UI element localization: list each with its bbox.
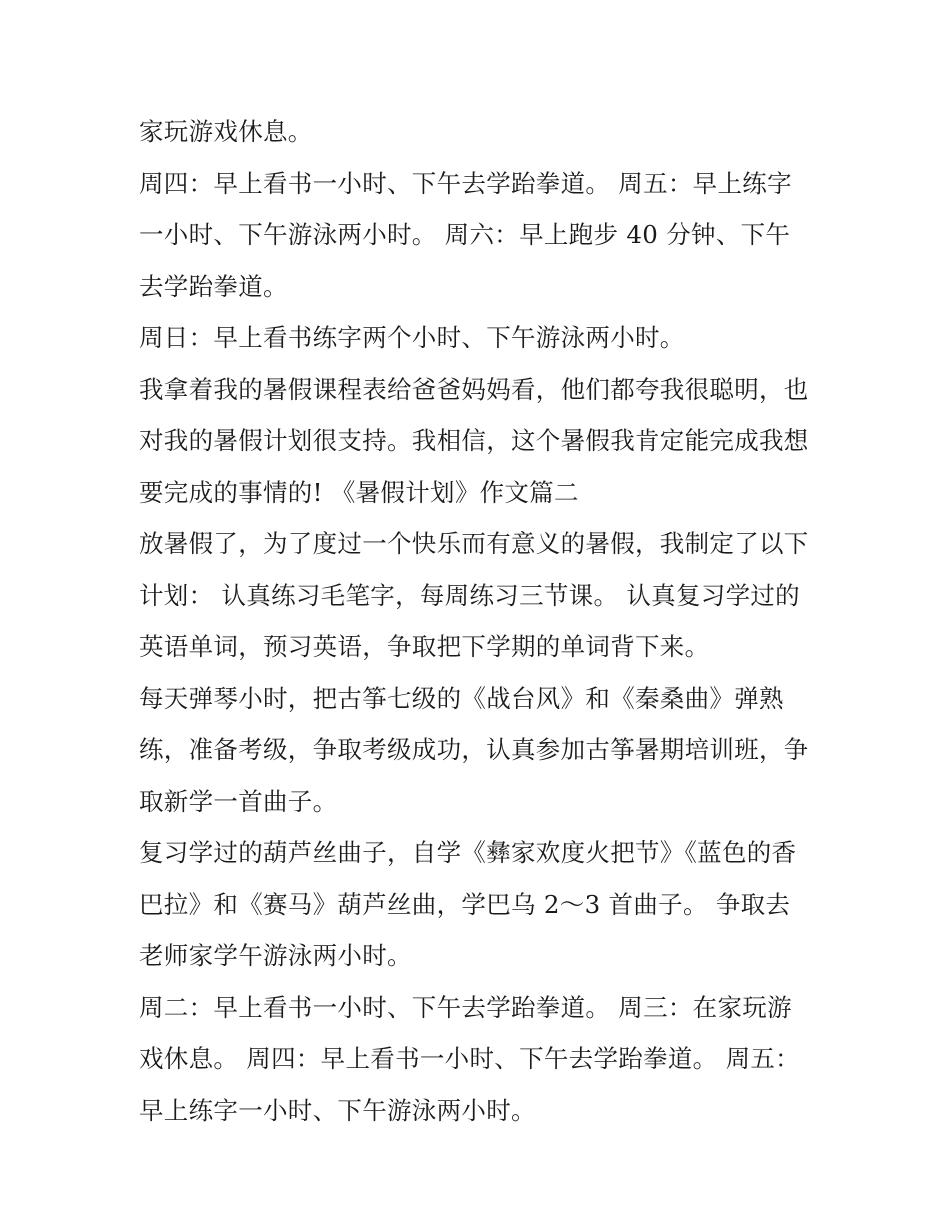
- paragraph-4: 我拿着我的暑假课程表给爸爸妈妈看，他们都夸我很聪明，也对我的暑假计划很支持。我相信，这个暑假我肯定能完成我想要完成的事情的! 《暑假计划》作文篇二: [139, 374, 809, 507]
- paragraph-7: 复习学过的葫芦丝曲子，自学《彝家欢度火把节》《蓝色的香巴拉》和《赛马》葫芦丝曲，学巴乌 2～3 首曲子。 争取去老师家学午游泳两小时。: [139, 838, 797, 970]
- document-body: [139, 106, 814, 1136]
- paragraph-2: 周四：早上看书一小时、下午去学跆拳道。 周五：早上练字一小时、下午游泳两小时。 周六：早上跑步 40 分钟、下午去学跆拳道。: [139, 168, 792, 301]
- paragraph-6: 每天弹琴小时，把古筝七级的《战台风》和《秦桑曲》弹熟练，准备考级，争取考级成功，认真参加古筝暑期培训班，争取新学一首曲子。: [139, 683, 809, 816]
- paragraph-1: 家玩游戏休息。: [139, 117, 313, 146]
- paragraph-5: 放暑假了，为了度过一个快乐而有意义的暑假，我制定了以下计划： 认真练习毛笔字，每周练习三节课。 认真复习学过的英语单词，预习英语，争取把下学期的单词背下来。: [139, 529, 809, 661]
- paragraph-3: 周日：早上看书练字两个小时、下午游泳两小时。: [139, 323, 685, 352]
- paragraph-8: 周二：早上看书一小时、下午去学跆拳道。 周三：在家玩游戏休息。 周四：早上看书一小时、下午去学跆拳道。 周五：早上练字一小时、下午游泳两小时。: [139, 992, 800, 1125]
